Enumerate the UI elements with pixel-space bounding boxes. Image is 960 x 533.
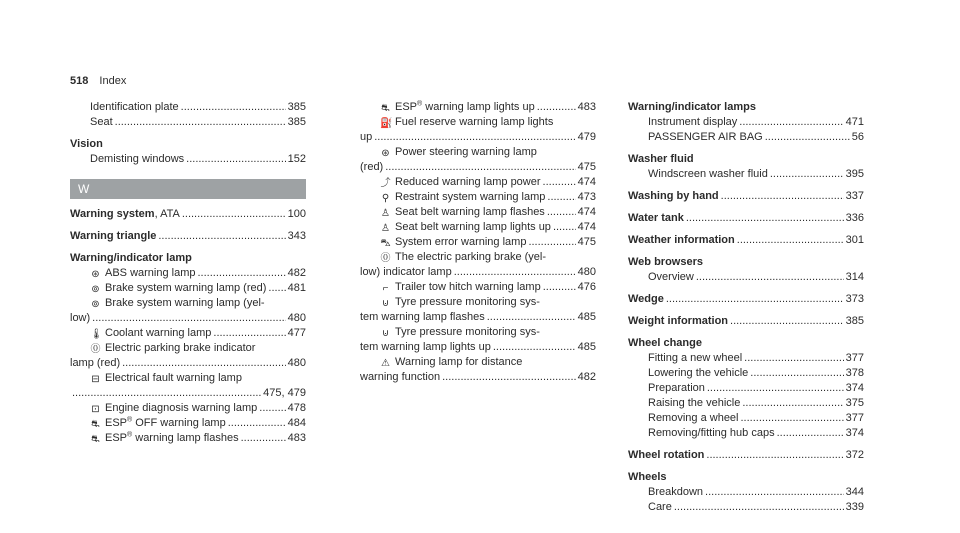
page-ref: 475 bbox=[577, 161, 596, 173]
index-heading: Washer fluid bbox=[628, 153, 694, 165]
seat-belt-icon: ♙ bbox=[381, 223, 390, 234]
index-subentry[interactable]: Preparation ..... 374 bbox=[628, 381, 864, 396]
index-entry-washing[interactable] bbox=[628, 189, 864, 204]
index-subentry[interactable]: Fitting a new wheel ..... 377 bbox=[628, 351, 864, 366]
index-subentry[interactable]: ⛐ ESP® OFF warning lamp ..... 484 bbox=[70, 416, 306, 431]
index-entry-weather[interactable] bbox=[628, 233, 864, 248]
index-column-1 bbox=[70, 100, 306, 453]
index-subentry[interactable]: Removing a wheel ..... 377 bbox=[628, 411, 864, 426]
distance-warning-icon: ⚠ bbox=[381, 358, 390, 369]
esp-icon: ⛐ bbox=[91, 434, 100, 445]
page-ref: 474 bbox=[577, 206, 596, 218]
page-ref: 483 bbox=[577, 101, 596, 113]
index-subentry[interactable]: ⓪ Electric parking brake indicator lamp (red) ..... 480 bbox=[70, 341, 306, 371]
index-heading: Water tank bbox=[628, 212, 684, 224]
index-subentry[interactable]: ⚲ Restraint system warning lamp ..... 473 bbox=[360, 190, 596, 205]
index-subentry[interactable]: ♙ Seat belt warning lamp flashes ..... 474 bbox=[360, 205, 596, 220]
page-ref: 480 bbox=[287, 312, 306, 324]
brake-warning-icon: ⊚ bbox=[91, 284, 100, 295]
page-ref: 374 bbox=[845, 427, 864, 439]
page-title: Index bbox=[99, 75, 127, 87]
page-ref: 481 bbox=[287, 282, 306, 294]
page-number: 518 bbox=[70, 75, 89, 87]
reduced-power-icon: ⤴ bbox=[380, 178, 391, 189]
page-ref: 484 bbox=[287, 417, 306, 429]
page-ref: 100 bbox=[287, 208, 306, 220]
index-subentry[interactable]: ⊍ Tyre pressure monitoring sys- tem warning lamp lights up ..... 485 bbox=[360, 325, 596, 355]
index-subentry[interactable]: Lowering the vehicle ..... 378 bbox=[628, 366, 864, 381]
index-subentry[interactable]: Overview ..... 314 bbox=[628, 270, 864, 285]
page-ref: 301 bbox=[845, 234, 864, 246]
page-ref: 385 bbox=[845, 315, 864, 327]
system-error-icon: ⛍ bbox=[380, 238, 391, 249]
index-heading: Weather information bbox=[628, 234, 735, 246]
page-ref: 385 bbox=[287, 101, 306, 113]
page-ref: 478 bbox=[287, 402, 306, 414]
page-ref: 479 bbox=[577, 131, 596, 143]
index-subentry[interactable]: ⊍ Tyre pressure monitoring sys- tem warning lamp flashes ..... 485 bbox=[360, 295, 596, 325]
page-ref: 477 bbox=[287, 327, 306, 339]
trailer-hitch-icon: ⌐ bbox=[382, 283, 389, 294]
page-ref: 471 bbox=[845, 116, 864, 128]
page-ref: 152 bbox=[287, 153, 306, 165]
index-subentry[interactable]: Removing/fitting hub caps ..... 374 bbox=[628, 426, 864, 441]
index-entry-weight[interactable] bbox=[628, 314, 864, 329]
index-heading: Vision bbox=[70, 138, 103, 150]
page-ref: 344 bbox=[845, 486, 864, 498]
index-entry-warning-triangle[interactable] bbox=[70, 229, 306, 244]
index-heading: Wheel change bbox=[628, 337, 702, 349]
index-column-2 bbox=[360, 100, 596, 385]
index-subentry[interactable]: ⊟ Electrical fault warning lamp ..... 475, 479 bbox=[70, 371, 306, 401]
tyre-pressure-icon: ⊍ bbox=[381, 298, 390, 309]
index-heading: Wheel rotation bbox=[628, 449, 705, 461]
index-heading: Weight information bbox=[628, 315, 729, 327]
index-heading: Wheels bbox=[628, 471, 667, 483]
tyre-pressure-icon: ⊍ bbox=[381, 328, 390, 339]
esp-icon: ⛐ bbox=[381, 103, 390, 114]
index-subentry[interactable]: ⛽ Fuel reserve warning lamp lights up ..... 479 bbox=[360, 115, 596, 145]
index-entry-warning-system[interactable]: Warning system, ATA ..... 100 bbox=[70, 207, 306, 222]
index-entry bbox=[70, 100, 306, 130]
parking-brake-icon: ⓪ bbox=[90, 344, 101, 355]
index-heading: Wedge bbox=[628, 293, 664, 305]
index-entry-web-browsers bbox=[628, 255, 864, 285]
index-heading: Warning triangle bbox=[70, 230, 157, 242]
page-ref: 374 bbox=[845, 382, 864, 394]
index-entry-wheels bbox=[628, 470, 864, 515]
index-subentry[interactable]: ⌐ Trailer tow hitch warning lamp ..... 476 bbox=[360, 280, 596, 295]
index-entry-wheel-rotation[interactable] bbox=[628, 448, 864, 463]
parking-brake-icon: ⓪ bbox=[380, 253, 391, 264]
power-steering-icon: ⊛ bbox=[381, 148, 390, 159]
page-ref: 375 bbox=[845, 397, 864, 409]
page-ref: 480 bbox=[287, 357, 306, 369]
index-heading: Warning/indicator lamp bbox=[70, 252, 192, 264]
index-entry-washer-fluid bbox=[628, 152, 864, 182]
index-subentry[interactable]: ⓪ The electric parking brake (yel- low) indicator lamp ..... 480 bbox=[360, 250, 596, 280]
page-ref: 377 bbox=[845, 352, 864, 364]
index-subentry[interactable]: Seat ..... 385 bbox=[70, 115, 306, 130]
index-entry-vision bbox=[70, 137, 306, 167]
index-subentry[interactable]: ⊚ Brake system warning lamp (red) ..... 481 bbox=[70, 281, 306, 296]
page-ref: 473 bbox=[577, 191, 596, 203]
index-heading: Warning system bbox=[70, 208, 155, 220]
page-ref: 395 bbox=[845, 168, 864, 180]
index-entry-warning-lamps bbox=[628, 100, 864, 145]
index-heading: Washing by hand bbox=[628, 190, 719, 202]
page-ref: 385 bbox=[287, 116, 306, 128]
index-entry-warning-lamp bbox=[70, 251, 306, 446]
index-subentry[interactable]: Instrument display ..... 471 bbox=[628, 115, 864, 130]
engine-icon: ⊡ bbox=[91, 404, 100, 415]
index-subentry[interactable]: ♙ Seat belt warning lamp lights up ..... 474 bbox=[360, 220, 596, 235]
index-subentry[interactable]: ⛍ System error warning lamp ..... 475 bbox=[360, 235, 596, 250]
page-ref: 475, 479 bbox=[263, 387, 306, 399]
battery-icon: ⊟ bbox=[91, 374, 100, 385]
page-ref: 314 bbox=[845, 271, 864, 283]
page-header bbox=[70, 75, 126, 87]
index-subentry[interactable]: Raising the vehicle ..... 375 bbox=[628, 396, 864, 411]
index-subentry[interactable]: ⛐ ESP® warning lamp lights up ..... 483 bbox=[360, 100, 596, 115]
page-ref: 474 bbox=[577, 176, 596, 188]
index-subentry[interactable]: Identification plate ..... 385 bbox=[70, 100, 306, 115]
index-heading: Web browsers bbox=[628, 256, 703, 268]
page-ref: 483 bbox=[287, 432, 306, 444]
index-subentry[interactable]: ⤴ Reduced warning lamp power ..... 474 bbox=[360, 175, 596, 190]
coolant-icon: 🌡 bbox=[90, 329, 103, 340]
page-ref: 475 bbox=[577, 236, 596, 248]
abs-warning-icon: ⊛ bbox=[91, 269, 100, 280]
page-ref: 377 bbox=[845, 412, 864, 424]
index-column-3 bbox=[628, 100, 864, 522]
index-subentry[interactable]: 🌡 Coolant warning lamp ..... 477 bbox=[70, 326, 306, 341]
page-ref: 482 bbox=[577, 371, 596, 383]
page-ref: 485 bbox=[577, 341, 596, 353]
page-ref: 474 bbox=[577, 221, 596, 233]
index-subentry[interactable]: ⊛ ABS warning lamp ..... 482 bbox=[70, 266, 306, 281]
page-ref: 372 bbox=[845, 449, 864, 461]
brake-warning-icon: ⊚ bbox=[91, 299, 100, 310]
index-subentry[interactable]: ⛐ ESP® warning lamp flashes ..... 483 bbox=[70, 431, 306, 446]
page-ref: 337 bbox=[845, 190, 864, 202]
index-subentry[interactable]: Care ..... 339 bbox=[628, 500, 864, 515]
page-ref: 373 bbox=[845, 293, 864, 305]
fuel-icon: ⛽ bbox=[380, 118, 393, 129]
page-ref: 480 bbox=[577, 266, 596, 278]
index-subentry[interactable]: PASSENGER AIR BAG ..... 56 bbox=[628, 130, 864, 145]
page-ref: 482 bbox=[287, 267, 306, 279]
index-subentry[interactable]: ⚠ Warning lamp for distance warning function ..... 482 bbox=[360, 355, 596, 385]
section-letter-bar: W bbox=[70, 179, 306, 199]
index-entry-wedge[interactable] bbox=[628, 292, 864, 307]
index-entry-wheel-change bbox=[628, 336, 864, 441]
seat-belt-icon: ♙ bbox=[381, 208, 390, 219]
page-ref: 336 bbox=[845, 212, 864, 224]
index-subentry[interactable]: ⊚ Brake system warning lamp (yel- low) ..... 480 bbox=[70, 296, 306, 326]
page-ref: 343 bbox=[287, 230, 306, 242]
page-ref: 339 bbox=[845, 501, 864, 513]
index-heading: Warning/indicator lamps bbox=[628, 101, 756, 113]
page-ref: 378 bbox=[845, 367, 864, 379]
index-subentry[interactable]: Windscreen washer fluid ..... 395 bbox=[628, 167, 864, 182]
page-ref: 485 bbox=[577, 311, 596, 323]
index-subentry[interactable]: Breakdown ..... 344 bbox=[628, 485, 864, 500]
index-subentry[interactable]: ⊛ Power steering warning lamp (red) ..... 475 bbox=[360, 145, 596, 175]
restraint-system-icon: ⚲ bbox=[381, 193, 390, 204]
page-ref: 56 bbox=[851, 131, 864, 143]
page-ref: 476 bbox=[577, 281, 596, 293]
index-entry-water-tank[interactable] bbox=[628, 211, 864, 226]
esp-off-icon: ⛐ bbox=[91, 419, 100, 430]
index-subentry[interactable]: ⊡ Engine diagnosis warning lamp ..... 478 bbox=[70, 401, 306, 416]
index-subentry[interactable]: Demisting windows ..... 152 bbox=[70, 152, 306, 167]
